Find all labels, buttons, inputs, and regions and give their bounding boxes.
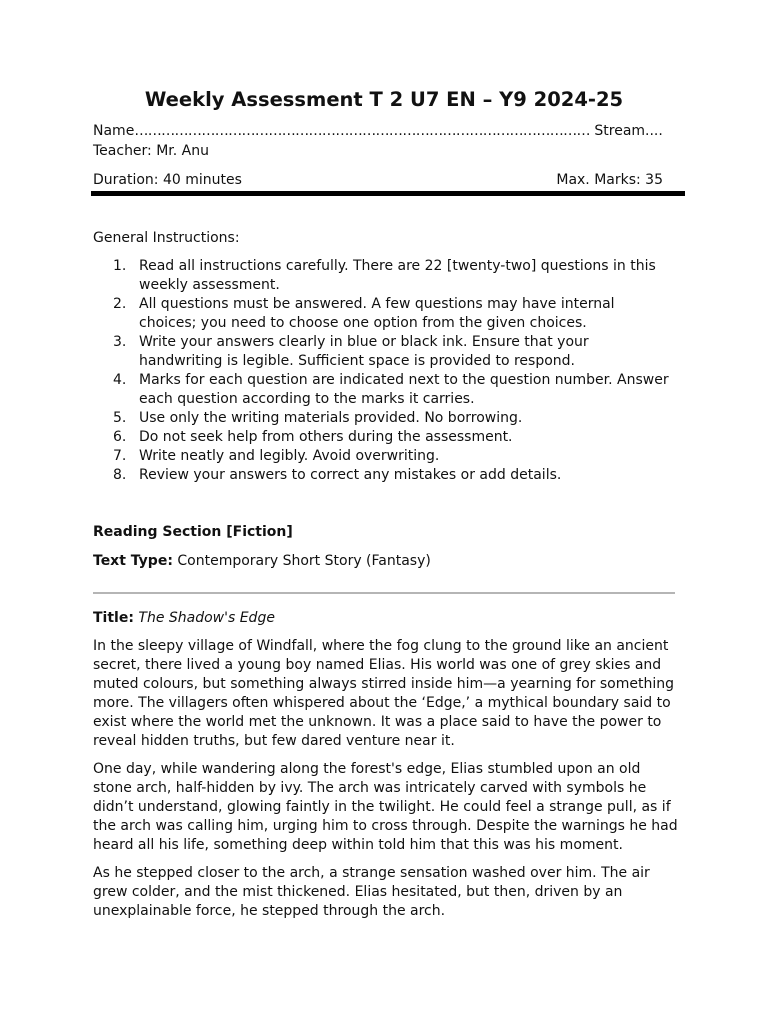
duration-row <box>93 171 663 190</box>
story-paragraph: In the sleepy village of Windfall, where the fog clung to the ground like an ancient secret, there lived a young boy named Elias. His world was one of grey skies and muted colours, but something always stirred inside him—a yearning for something more. The villagers often whispered about the ‘Edge,’ a mythical boundary said to exist where the world met the unknown. It was a place said to have the power to reveal hidden truths, but few dared venture near it. <box>93 638 674 749</box>
story-paragraph: As he stepped closer to the arch, a strange sensation washed over him. The air grew colder, and the mist thickened. Elias hesitated, but then, driven by an unexplainable force, he stepped through the arch. <box>93 865 650 919</box>
header-divider <box>91 191 685 196</box>
instruction-item: 8. Review your answers to correct any mistakes or add details. <box>113 467 562 483</box>
story-title: The Shadow's Edge <box>138 610 275 626</box>
instructions-list <box>93 257 673 485</box>
story-paragraph: One day, while wandering along the forest's edge, Elias stumbled upon an old stone arch, half-hidden by ivy. The arch was intricately carved with symbols he didn’t understand, glowing faintly in the twilight. He could feel a strange pull, as if the arch was calling him, urging him to cross through. Despite the warnings he had heard all his life, something deep within told him that this was his moment. <box>93 761 678 853</box>
instruction-item: 3. Write your answers clearly in blue or black ink. Ensure that your handwriting is legible. Sufficient space is provided to respond. <box>113 334 589 369</box>
instruction-item: 6. Do not seek help from others during the assessment. <box>113 429 513 445</box>
stream-label: Stream.... <box>594 123 663 139</box>
name-label: Name <box>93 123 135 139</box>
name-blank: ………………………………………………………………………………………… <box>134 123 590 139</box>
teacher-line: Teacher: Mr. Anu <box>93 143 209 159</box>
page-title: Weekly Assessment T 2 U7 EN – Y9 2024-25 <box>144 88 624 111</box>
instructions-heading: General Instructions: <box>93 230 240 246</box>
instruction-item: 7. Write neatly and legibly. Avoid overwriting. <box>113 448 440 464</box>
text-type-label: Text Type: <box>93 553 173 569</box>
instruction-item: 4. Marks for each question are indicated next to the question number. Answer each question according to the marks it carries. <box>113 372 669 407</box>
instruction-item: 1. Read all instructions carefully. There are 22 [twenty-two] questions in this weekly assessment. <box>113 258 656 293</box>
text-type-line <box>93 552 431 571</box>
instruction-item: 5. Use only the writing materials provided. No borrowing. <box>113 410 523 426</box>
text-type-value: Contemporary Short Story (Fantasy) <box>172 553 431 569</box>
max-marks-text: Max. Marks: 35 <box>556 172 663 188</box>
name-field-line <box>93 122 673 141</box>
story-title-label: Title: <box>93 610 134 626</box>
story-title-line <box>93 609 275 628</box>
section-divider <box>93 592 675 594</box>
instruction-item: 2. All questions must be answered. A few questions may have internal choices; you need to choose one option from the given choices. <box>113 296 615 331</box>
reading-section-title: Reading Section [Fiction] <box>93 524 293 540</box>
duration-text: Duration: 40 minutes <box>93 172 242 188</box>
story-text <box>93 637 679 930</box>
